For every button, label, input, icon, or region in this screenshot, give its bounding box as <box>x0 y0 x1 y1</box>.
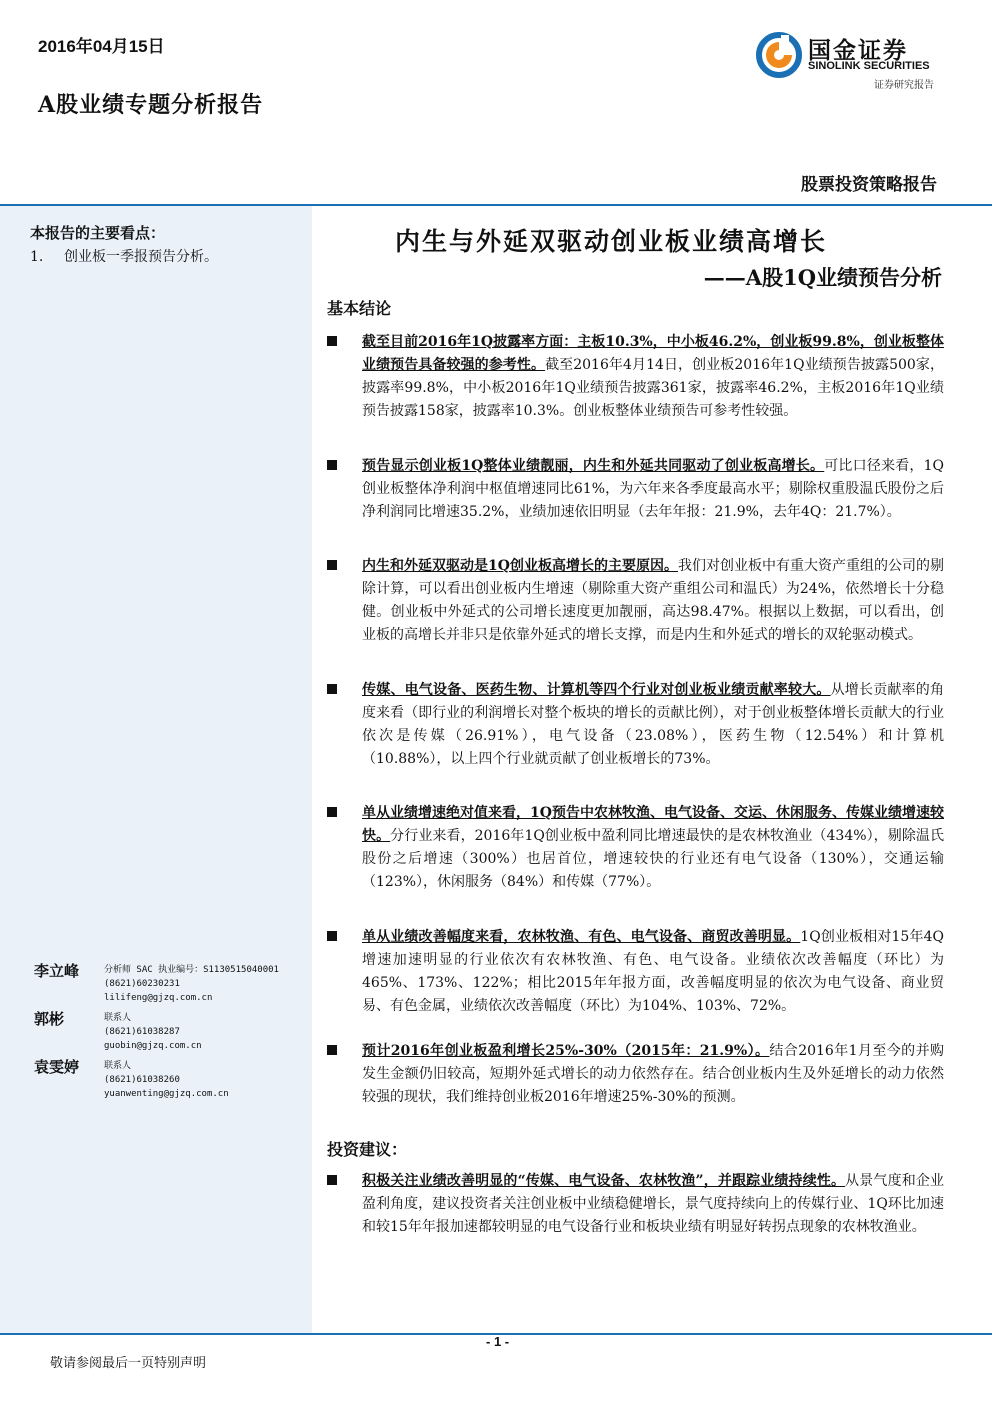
analyst-contact <box>104 963 279 1005</box>
logo-chinese-name: 国金证券 <box>808 38 908 64</box>
bullet-lead: 单从业绩增速绝对值来看，1Q预告中农林牧渔、电气设备、交运、休闲服务、传媒业绩增速较快。 <box>362 805 944 844</box>
section-heading: 投资建议： <box>327 1140 408 1159</box>
sidebar-panel <box>0 206 312 1334</box>
analyst-contact-line: 分析师 SAC 执业编号：S1130515040001 <box>104 965 279 975</box>
bullet-text: 1Q创业板相对15年4Q增速加速明显的行业依次有农林牧渔、有色、电气设备。业绩依次改善幅度（环比）为465%、173%、122%；相比2015年年报方面，改善幅度明显的依次为电气设备、商业贸易、有色金属，业绩依次改善幅度（环比）为104%、103%、72%。 <box>362 929 944 1014</box>
analyst-contact-line: 联系人 <box>104 1061 132 1071</box>
highlights-title: 本报告的主要看点： <box>30 224 166 242</box>
bullet-square-icon <box>327 1045 337 1055</box>
bullet-lead: 内生和外延双驱动是1Q创业板高增长的主要原因。 <box>362 558 678 574</box>
bullet-lead: 积极关注业绩改善明显的“传媒、电气设备、农林牧渔”，并跟踪业绩持续性。 <box>362 1173 846 1189</box>
bullet-lead: 传媒、电气设备、医药生物、计算机等四个行业对创业板业绩贡献率较大。 <box>362 682 831 698</box>
analyst-contact-line: guobin@gjzq.com.cn <box>104 1041 202 1051</box>
bullet-square-icon <box>327 807 337 817</box>
analyst-name: 袁雯婷 <box>34 1058 80 1076</box>
bullet-text: 可比口径来看，1Q创业板整体净利润中枢值增速同比61%，为六年来各季度最高水平；剔除权重股温氏股份之后净利润同比增速35.2%，业绩加速依旧明显（去年年报：21.9%，去年4Q：21.7%）。 <box>362 458 944 520</box>
highlight-number: 1. <box>30 249 44 265</box>
bullet-lead: 预计2016年创业板盈利增长25%-30%（2015年：21.9%）。 <box>362 1043 770 1059</box>
report-date: 2016年04月15日 <box>38 37 165 56</box>
logo-emblem-icon <box>756 32 802 78</box>
logo-english-name: SINOLINK SECURITIES <box>808 60 930 72</box>
bullet-text: 截至2016年4月14日，创业板2016年1Q业绩预告披露500家，披露率99.8%，中小板2016年1Q业绩预告披露361家，披露率46.2%，主板2016年1Q业绩预告披露158家，披露率10.3%。创业板整体业绩预告可参考性较强。 <box>362 357 945 419</box>
bullet-text: 结合2016年1月至今的并购发生金额仍旧较高，短期外延式增长的动力依然存在。结合创业板内生及外延增长的动力依然较强的现状，我们维持创业板2016年增速25%-30%的预测。 <box>362 1043 944 1105</box>
analyst-contact-line: lilifeng@gjzq.com.cn <box>104 993 213 1003</box>
analyst-contact <box>104 1059 229 1101</box>
disclaimer-note: 敬请参阅最后一页特别声明 <box>50 1356 207 1371</box>
highlight-text: 创业板一季报预告分析。 <box>64 249 218 265</box>
bullet-square-icon <box>327 684 337 694</box>
bullet-text: 我们对创业板中有重大资产重组的公司的剔除计算，可以看出创业板内生增速（剔除重大资产重组公司和温氏）为24%，依然增长十分稳健。创业板中外延式的公司增长速度更加靓丽，高达98.47%。根据以上数据，可以看出，创业板的高增长并非只是依靠外延式的增长支撑，而是内生和外延式的增长的双轮驱动模式。 <box>362 558 945 643</box>
analyst-contact-line: (8621)60230231 <box>104 979 180 989</box>
analyst-contact <box>104 1011 202 1053</box>
analyst-name: 郭彬 <box>34 1010 65 1028</box>
section-heading: 基本结论 <box>327 299 392 318</box>
bullet-square-icon <box>327 560 337 570</box>
bullet-square-icon <box>327 1175 337 1185</box>
bullet-lead: 单从业绩改善幅度来看，农林牧渔、有色、电气设备、商贸改善明显。 <box>362 929 801 945</box>
report-category: 股票投资策略报告 <box>801 175 937 195</box>
bullet-text: 从景气度和企业盈利角度，建议投资者关注创业板中业绩稳健增长，景气度持续向上的传媒行业、1Q环比加速和较15年年报加速都较明显的电气设备行业和板块业绩有明显好转拐点现象的农林牧渔业。 <box>362 1173 945 1235</box>
bullet-square-icon <box>327 931 337 941</box>
bullet-square-icon <box>327 460 337 470</box>
bullet-lead: 截至目前2016年1Q披露率方面：主板10.3%，中小板46.2%，创业板99.8%，创业板整体业绩预告具备较强的参考性。 <box>362 334 944 373</box>
analyst-contact-line: (8621)61038287 <box>104 1027 180 1037</box>
bullet-text: 从增长贡献率的角度来看（即行业的利润增长对整个板块的增长的贡献比例），对于创业板整体增长贡献大的行业依次是传媒（26.91%），电气设备（23.08%），医药生物（12.54%）和计算机（10.88%），以上四个行业就贡献了创业板增长的73%。 <box>362 682 945 767</box>
analyst-contact-line: 联系人 <box>104 1013 132 1023</box>
analyst-name: 李立峰 <box>34 962 80 980</box>
highlight-item <box>30 246 218 266</box>
main-subtitle: ——A股1Q业绩预告分析 <box>703 265 942 290</box>
logo-subtitle: 证券研究报告 <box>874 80 934 91</box>
bullet-square-icon <box>327 336 337 346</box>
main-title: 内生与外延双驱动创业板业绩高增长 <box>395 227 828 256</box>
sinolink-logo <box>756 30 956 90</box>
bullet-text: 分行业来看，2016年1Q创业板中盈利同比增速最快的是农林牧渔业（434%），剔除温氏股份之后增速（300%）也居首位，增速较快的行业还有电气设备（130%），交通运输（123%），休闲服务（84%）和传媒（77%）。 <box>362 828 945 890</box>
bullet-lead: 预告显示创业板1Q整体业绩靓丽，内生和外延共同驱动了创业板高增长。 <box>362 458 825 474</box>
analyst-contact-line: (8621)61038260 <box>104 1075 180 1085</box>
report-type-title: A股业绩专题分析报告 <box>38 92 264 118</box>
analyst-contact-line: yuanwenting@gjzq.com.cn <box>104 1089 229 1099</box>
page-number: - 1 - <box>486 1334 510 1349</box>
